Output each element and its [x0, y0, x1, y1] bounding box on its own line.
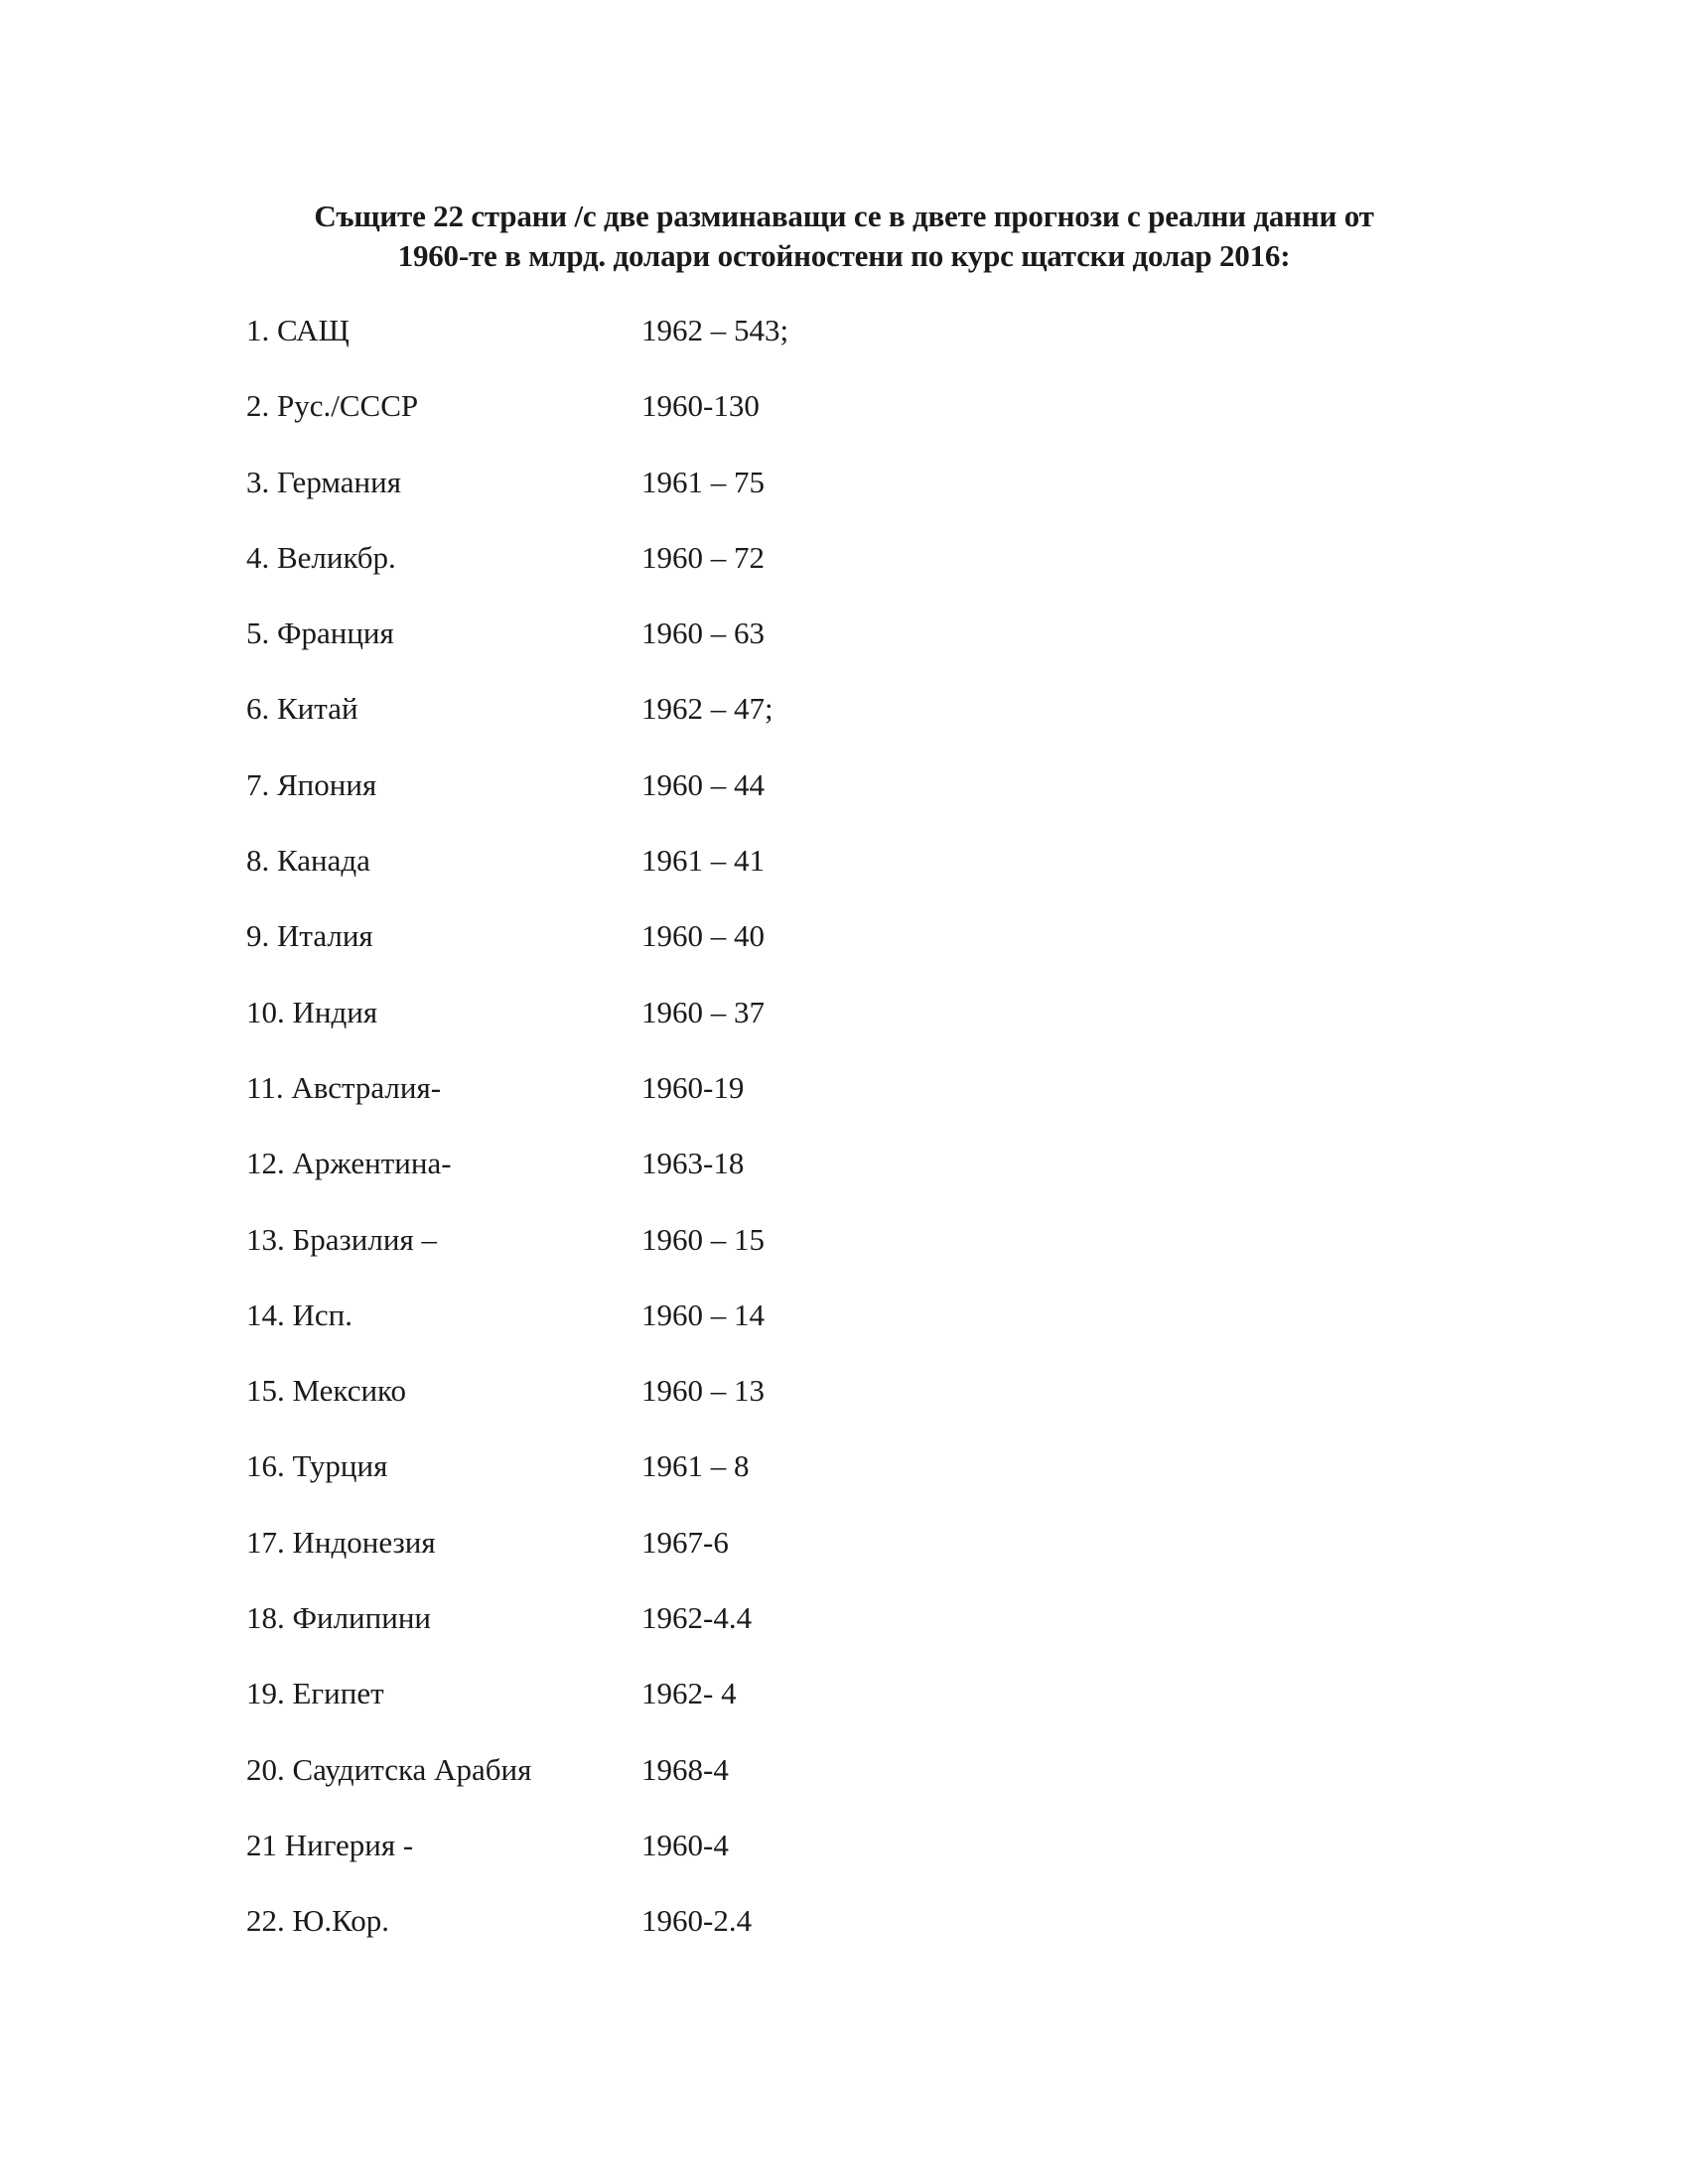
country-name: 20. Саудитска Арабия — [246, 1751, 532, 1787]
list-item — [246, 1217, 1140, 1293]
list-item — [246, 1520, 1140, 1595]
title-line-1: Същите 22 страни /с две разминаващи се в двете прогнози с реални данни от — [314, 199, 1374, 233]
list-item — [246, 383, 1140, 459]
list-item — [246, 535, 1140, 611]
country-name: 7. Япония — [246, 766, 377, 802]
list-item — [246, 990, 1140, 1065]
year-value: 1960 – 44 — [641, 766, 765, 802]
country-name: 22. Ю.Кор. — [246, 1903, 389, 1939]
year-value: 1960 – 63 — [641, 615, 765, 651]
country-name: 15. Мексико — [246, 1373, 407, 1409]
list-item — [246, 1747, 1140, 1823]
country-name: 9. Италия — [246, 918, 373, 954]
year-value: 1960 – 14 — [641, 1297, 765, 1332]
year-value: 1960 – 37 — [641, 994, 765, 1029]
list-item — [246, 1368, 1140, 1443]
year-value: 1960-130 — [641, 388, 760, 424]
year-value: 1962-4.4 — [641, 1600, 753, 1636]
country-name: 14. Исп. — [246, 1297, 352, 1332]
list-item — [246, 1065, 1140, 1141]
list-item — [246, 1293, 1140, 1368]
list-item — [246, 1443, 1140, 1519]
country-list — [246, 308, 1140, 1975]
list-item — [246, 611, 1140, 686]
country-name: 6. Китай — [246, 691, 358, 727]
year-value: 1960-4 — [641, 1827, 729, 1862]
country-name: 11. Австралия- — [246, 1069, 442, 1105]
year-value: 1967-6 — [641, 1524, 729, 1560]
list-item — [246, 1671, 1140, 1746]
country-name: 13. Бразилия – — [246, 1221, 437, 1257]
list-item — [246, 1823, 1140, 1898]
country-name: 3. Германия — [246, 464, 401, 499]
country-name: 4. Великбр. — [246, 539, 396, 575]
country-name: 10. Индия — [246, 994, 378, 1029]
year-value: 1961 – 75 — [641, 464, 765, 499]
country-name: 21 Нигерия - — [246, 1827, 414, 1862]
year-value: 1962 – 543; — [641, 313, 789, 347]
country-name: 18. Филипини — [246, 1600, 431, 1636]
country-name: 19. Египет — [246, 1676, 384, 1711]
list-item — [246, 762, 1140, 838]
year-value: 1960 – 15 — [641, 1221, 765, 1257]
list-item — [246, 460, 1140, 535]
list-item — [246, 1141, 1140, 1216]
list-item — [246, 1595, 1140, 1671]
title-line-2: 1960-те в млрд. долари остойностени по курс щатски долар 2016: — [397, 238, 1291, 273]
document-title — [149, 197, 1539, 276]
list-item — [246, 686, 1140, 761]
year-value: 1961 – 8 — [641, 1448, 750, 1484]
year-value: 1960 – 13 — [641, 1373, 765, 1409]
country-name: 1. САЩ — [246, 313, 350, 347]
year-value: 1968-4 — [641, 1751, 729, 1787]
country-name: 2. Рус./СССР — [246, 388, 419, 424]
country-name: 17. Индонезия — [246, 1524, 436, 1560]
list-item — [246, 308, 1140, 383]
year-value: 1960 – 40 — [641, 918, 765, 954]
country-name: 8. Канада — [246, 843, 370, 879]
country-name: 5. Франция — [246, 615, 394, 651]
year-value: 1962- 4 — [641, 1676, 737, 1711]
year-value: 1962 – 47; — [641, 691, 774, 727]
list-item — [246, 1898, 1140, 1974]
list-item — [246, 913, 1140, 989]
year-value: 1963-18 — [641, 1146, 745, 1181]
year-value: 1960-19 — [641, 1069, 745, 1105]
year-value: 1961 – 41 — [641, 843, 765, 879]
country-name: 16. Турция — [246, 1448, 388, 1484]
year-value: 1960 – 72 — [641, 539, 765, 575]
year-value: 1960-2.4 — [641, 1903, 753, 1939]
list-item — [246, 838, 1140, 913]
country-name: 12. Аржентина- — [246, 1146, 452, 1181]
